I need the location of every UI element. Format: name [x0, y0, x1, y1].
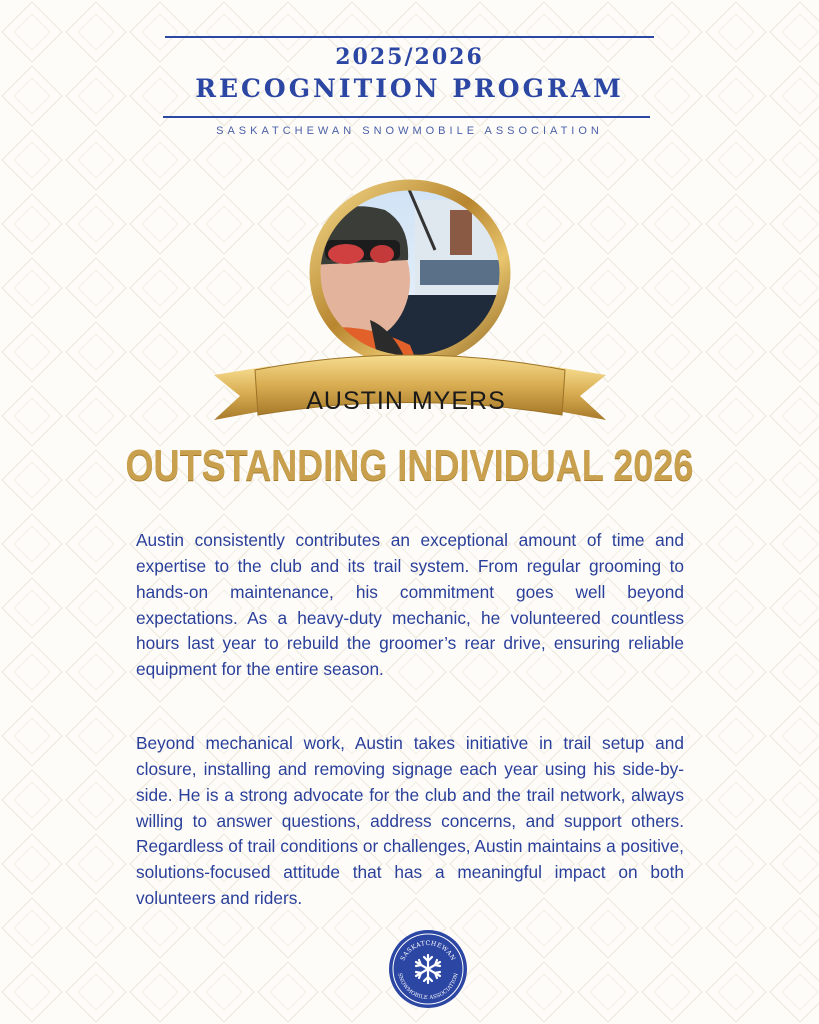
header-bottom-rule: [163, 116, 650, 118]
association-name: SASKATCHEWAN SNOWMOBILE ASSOCIATION: [216, 125, 603, 137]
description-paragraph-1: Austin consistently contributes an exceptional amount of time and expertise to the club and its trail system. From regular grooming to hands-on maintenance, his commitment goes well beyond expectations. As a heavy-duty mechanic, he volunteered countless hours last year to rebuild the groomer’s rear drive, ensuring reliable equipment for the entire season.: [136, 530, 684, 680]
honoree-name: AUSTIN MYERS: [306, 387, 506, 415]
svg-text:SNOWMOBILE ASSOCIATION: SNOWMOBILE ASSOCIATION: [396, 972, 460, 1002]
header-top-rule: [165, 36, 654, 38]
description-paragraph-2: Beyond mechanical work, Austin takes initiative in trail setup and closure, installing and removing signage each year using his side-by-side. He is a strong advocate for the club and the trail network, always willing to answer questions, address concerns, and support others. Regardless of trail conditions or challenges, Austin maintains a positive, solutions-focused attitude that has a meaningful impact on both volunteers and riders.: [136, 733, 684, 909]
association-logo: [388, 929, 468, 1009]
program-title: RECOGNITION PROGRAM: [195, 74, 624, 103]
program-year: 2025/2026: [335, 44, 484, 70]
award-title: OUTSTANDING INDIVIDUAL 2026: [125, 441, 694, 490]
svg-text:SASKATCHEWAN: SASKATCHEWAN: [399, 939, 457, 963]
